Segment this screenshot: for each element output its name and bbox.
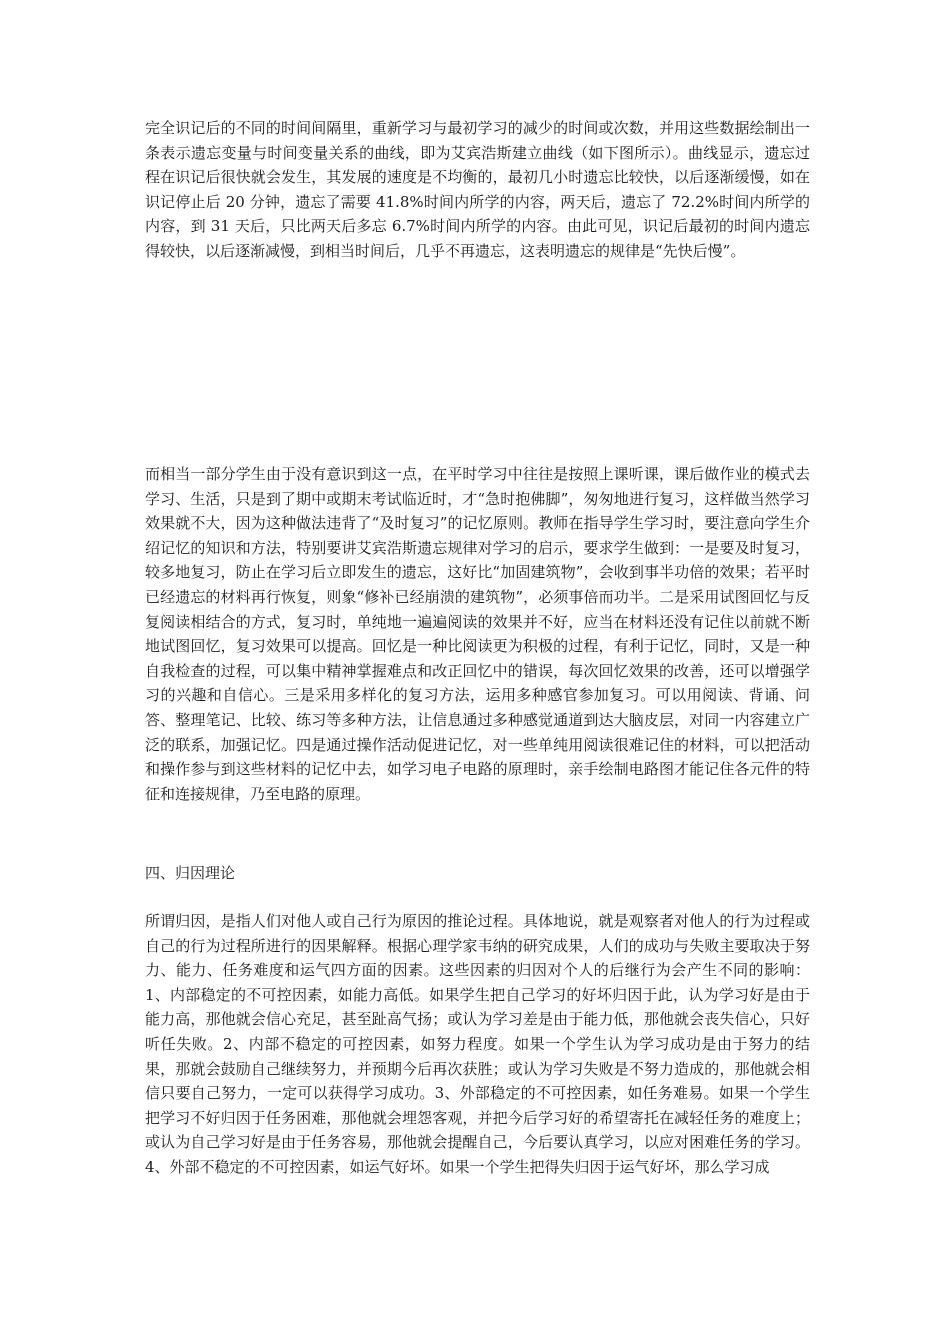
paragraph-forgetting-curve: 完全识记后的不同的时间间隔里，重新学习与最初学习的减少的时间或次数，并用这些数据绘制出一条表示遗忘变量与时间变量关系的曲线，即为艾宾浩斯建立曲线（如下图所示）。曲线显示，遗忘过程在识记后很快就会发生，其发展的速度是不均衡的，最初几小时遗忘比较快，以后逐渐缓慢，如在识记停止后 20 分钟，遗忘了需要 41.8%时间内所学的内容，两天后，遗忘了 72.2%时间内所学的内容，到 31 天后，只比两天后多忘 6.7%时间内所学的内容。由此可见，识记后最初的时间内遗忘得较快，以后逐渐减慢，到相当时间后，几乎不再遗忘，这表明遗忘的规律是“先快后慢”。 xyxy=(145,119,810,260)
paragraph-review-methods: 而相当一部分学生由于没有意识到这一点，在平时学习中往往是按照上课听课，课后做作业的模式去学习、生活，只是到了期中或期末考试临近时，才“急时抱佛脚”，匆匆地进行复习，这样做当然学习效果就不大，因为这种做法违背了“及时复习”的记忆原则。教师在指导学生学习时，要注意向学生介绍记忆的知识和方法，特别要讲艾宾浩斯遗忘规律对学习的启示，要求学生做到：一是要及时复习，较多地复习，防止在学习后立即发生的遗忘，这好比“加固建筑物”，会收到事半功倍的效果；若平时已经遗忘的材料再行恢复，则象“修补已经崩溃的建筑物”，必须事倍而功半。二是采用试图回忆与反复阅读相结合的方式，复习时，单纯地一遍遍阅读的效果并不好，应当在材料还没有记住以前就不断地试图回忆，复习效果可以提高。回忆是一种比阅读更为积极的过程，有利于记忆，同时，又是一种自我检查的过程，可以集中精神掌握难点和改正回忆中的错误，每次回忆效果的改善，还可以增强学习的兴趣和自信心。三是采用多样化的复习方法，运用多种感官参加复习。可以用阅读、背诵、问答、整理笔记、比较、练习等多种方法，让信息通过多种感觉通道到达大脑皮层，对同一内容建立广泛的联系，加强记忆。四是通过操作活动促进记忆，对一些单纯用阅读很难记住的材料，可以把活动和操作参与到这些材料的记忆中去，如学习电子电路的原理时，亲手绘制电路图才能记住各元件的特征和连接规律，乃至电路的原理。 xyxy=(145,465,810,803)
section-heading-attribution-theory: 四、归因理论 xyxy=(145,864,236,882)
paragraph-attribution-theory: 所谓归因，是指人们对他人或自己行为原因的推论过程。具体地说，就是观察者对他人的行为过程或自己的行为过程所进行的因果解释。根据心理学家韦纳的研究成果，人们的成功与失败主要取决于努力、能力、任务难度和运气四方面的因素。这些因素的归因对个人的后继行为会产生不同的影响：1、内部稳定的不可控因素，如能力高低。如果学生把自己学习的好坏归因于此，认为学习好是由于能力高，那他就会信心充足，甚至趾高气扬；或认为学习差是由于能力低，那他就会丧失信心，只好听任失败。2、内部不稳定的可控因素，如努力程度。如果一个学生认为学习成功是由于努力的结果，那就会鼓励自己继续努力，并预期今后再次获胜；或认为学习失败是不努力造成的，那他就会相信只要自己努力，一定可以获得学习成功。3、外部稳定的不可控因素，如任务难易。如果一个学生把学习不好归因于任务困难，那他就会埋怨客观，并把今后学习好的希望寄托在减轻任务的难度上；或认为自己学习好是由于任务容易，那他就会提醒自己，今后要认真学习，以应对困难任务的学习。4、外部不稳定的不可控因素，如运气好坏。如果一个学生把得失归因于运气好坏，那么学习成 xyxy=(145,912,810,1176)
